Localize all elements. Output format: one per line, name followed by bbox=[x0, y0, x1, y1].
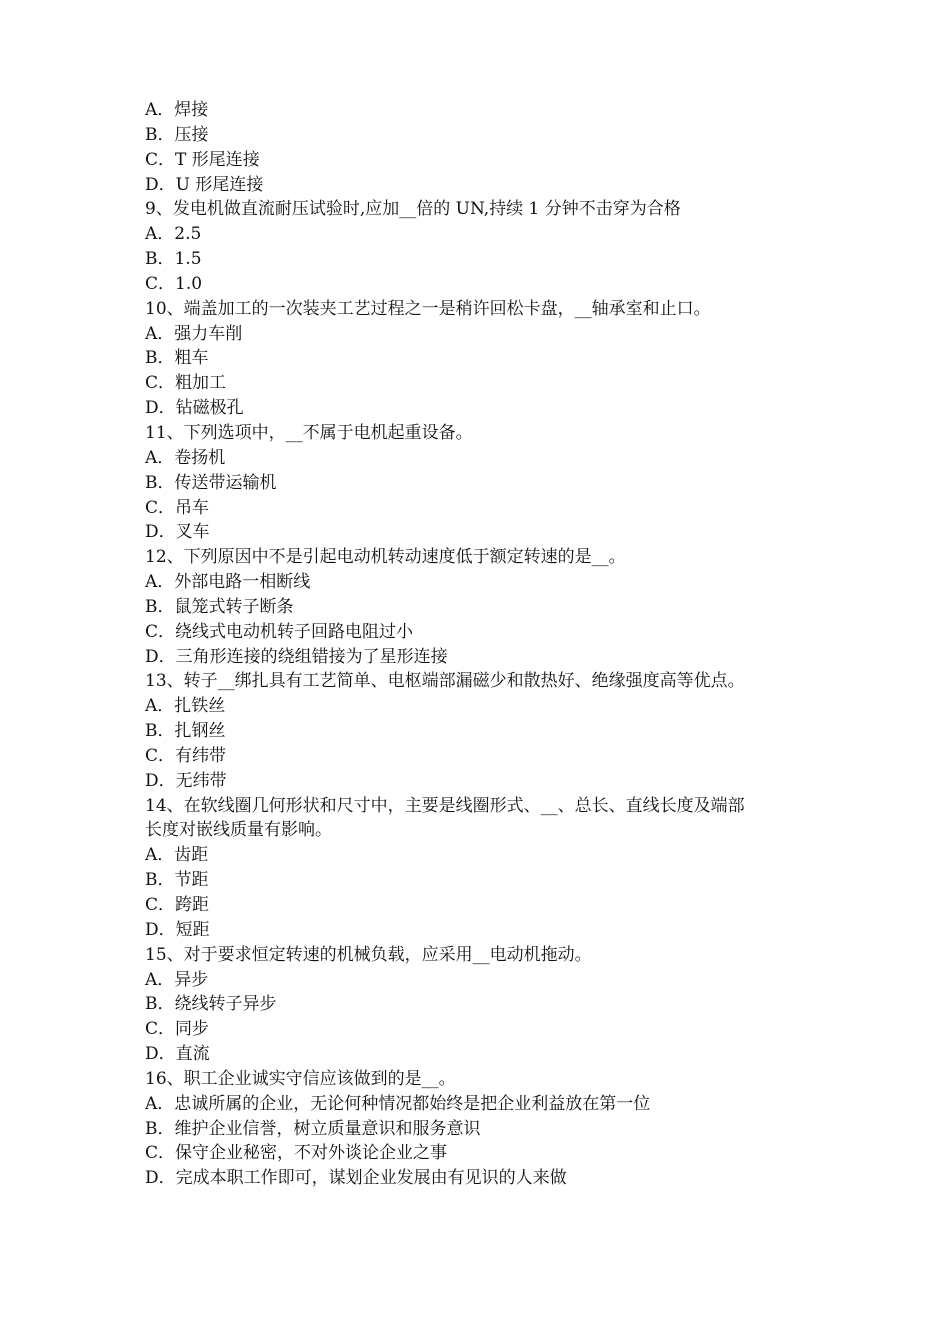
option-line: C．跨距 bbox=[145, 895, 210, 915]
question-line: 12、下列原因中不是引起电动机转动速度低于额定转速的是__。 bbox=[145, 547, 626, 568]
option-line: B．扎钢丝 bbox=[145, 721, 226, 742]
question-line: 9、发电机做直流耐压试验时,应加__倍的 UN,持续 1 分钟不击穿为合格 bbox=[145, 199, 681, 220]
option-line: D．叉车 bbox=[145, 522, 210, 543]
option-line: C．1.0 bbox=[145, 273, 203, 294]
option-line: D．无纬带 bbox=[145, 770, 227, 791]
option-line: C．同步 bbox=[145, 1019, 210, 1040]
question-line: 14、在软线圈几何形状和尺寸中，主要是线圈形式、__、总长、直线长度及端部 bbox=[145, 795, 745, 816]
option-line: A．异步 bbox=[145, 969, 209, 990]
option-line: A．齿距 bbox=[145, 845, 209, 866]
option-line: B．传送带运输机 bbox=[145, 472, 277, 493]
question-line: 16、职工企业诚实守信应该做到的是__。 bbox=[145, 1068, 456, 1089]
option-line: C．吊车 bbox=[145, 497, 210, 518]
option-line: D．U 形尾连接 bbox=[145, 174, 264, 195]
question-line-continued: 长度对嵌线质量有影响。 bbox=[145, 820, 332, 841]
option-line: D．直流 bbox=[145, 1044, 210, 1065]
option-line: D．完成本职工作即可，谋划企业发展由有见识的人来做 bbox=[145, 1168, 567, 1189]
option-line: A．忠诚所属的企业，无论何种情况都始终是把企业利益放在第一位 bbox=[145, 1093, 651, 1114]
document-body bbox=[145, 98, 815, 1191]
option-line: D．短距 bbox=[145, 919, 210, 940]
question-line: 10、端盖加工的一次装夹工艺过程之一是稍许回松卡盘，__轴承室和止口。 bbox=[145, 298, 711, 319]
option-line: B．粗车 bbox=[145, 348, 209, 369]
option-line: C．T 形尾连接 bbox=[145, 149, 260, 170]
option-line: A．焊接 bbox=[145, 100, 209, 120]
option-line: B．节距 bbox=[145, 870, 209, 891]
option-line: C．粗加工 bbox=[145, 373, 227, 394]
question-line: 11、下列选项中，__不属于电机起重设备。 bbox=[145, 422, 473, 443]
option-line: D．钻磁极孔 bbox=[145, 398, 244, 419]
question-line: 13、转子__绑扎具有工艺简单、电枢端部漏磁少和散热好、绝缘强度高等优点。 bbox=[145, 671, 745, 692]
option-line: C．绕线式电动机转子回路电阻过小 bbox=[145, 621, 414, 642]
option-line: B．绕线转子异步 bbox=[145, 994, 277, 1015]
option-line: B．压接 bbox=[145, 124, 209, 145]
option-line: A．2.5 bbox=[145, 224, 202, 245]
option-line: B．维护企业信誉，树立质量意识和服务意识 bbox=[145, 1118, 481, 1139]
option-line: B．鼠笼式转子断条 bbox=[145, 596, 294, 617]
option-line: B．1.5 bbox=[145, 249, 202, 270]
option-line: A．强力车削 bbox=[145, 323, 243, 344]
option-line: D．三角形连接的绕组错接为了星形连接 bbox=[145, 646, 448, 667]
option-line: A．卷扬机 bbox=[145, 447, 226, 468]
option-line: C．有纬带 bbox=[145, 745, 227, 766]
question-line: 15、对于要求恒定转速的机械负载，应采用__电动机拖动。 bbox=[145, 944, 592, 965]
option-line: C．保守企业秘密，不对外谈论企业之事 bbox=[145, 1143, 448, 1164]
option-line: A．扎铁丝 bbox=[145, 696, 226, 717]
option-line: A．外部电路一相断线 bbox=[145, 572, 311, 593]
